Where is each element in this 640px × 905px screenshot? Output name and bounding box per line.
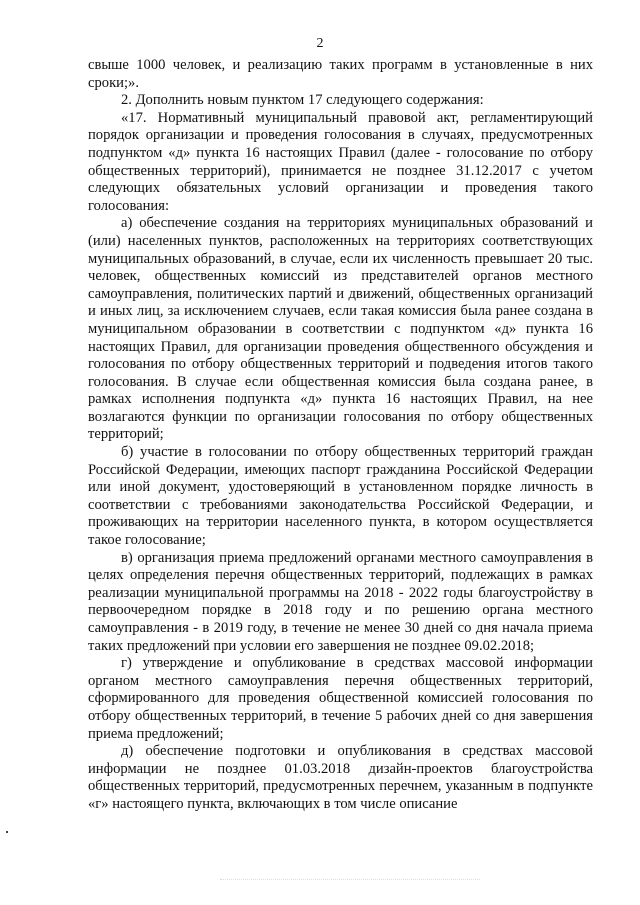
paragraph-subpoint-b: б) участие в голосовании по отбору общественных территорий граждан Российской Федерации, имеющих паспорт гражданина Российской Федерации или иной документ, удостоверяющий в установленном порядке личность в соответствии с требованиями законодательства Российской Федерации, и проживающих на территории населенного пункта, в котором осуществляется такое голосование; — [88, 444, 593, 549]
paragraph-subpoint-a: а) обеспечение создания на территориях муниципальных образований и (или) населенных пунктов, расположенных на территориях соответствующих муниципальных образований, в случае, если их численность превышает 20 тыс. человек, общественных комиссий из представителей органов местного самоуправления, политических партий и движений, общественных организаций и иных лиц, за исключением случаев, если такая комиссия была ранее создана в муниципальном образовании в соответствии с подпунктом «д» пункта 16 настоящих Правил, для организации проведения общественного обсуждения и голосования по отбору общественных территорий и подведения итогов такого голосования. В случае если общественная комиссия была создана ранее, в рамках исполнения подпункта «д» пункта 16 настоящих Правил, на нее возлагаются функции по организации голосования по отбору общественных территорий; — [88, 215, 593, 443]
paragraph-point-17: «17. Нормативный муниципальный правовой акт, регламентирующий порядок организации и проведения голосования в случаях, предусмотренных подпунктом «д» пункта 16 настоящих Правил (далее - голосование по отбору общественных территорий), принимается не позднее 31.12.2017 с учетом следующих обязательных условий организации и проведения такого голосования: — [88, 109, 593, 214]
paragraph-subpoint-g: г) утверждение и опубликование в средствах массовой информации органом местного самоуправления перечня общественных территорий, сформированного для проведения общественной комиссией голосования по отбору общественных территорий, в течение 5 рабочих дней со дня завершения приема предложений; — [88, 655, 593, 742]
scan-artifact-dots — [220, 879, 480, 883]
paragraph-item-2: 2. Дополнить новым пунктом 17 следующего содержания: — [121, 92, 484, 109]
scan-edge-mark — [6, 831, 8, 833]
paragraph-subpoint-v: в) организация приема предложений органами местного самоуправления в целях определения перечня общественных территорий, подлежащих в рамках реализации муниципальной программы на 2018 - 2022 годы благоустройству в первоочередном порядке в 2018 году и по решению органа местного самоуправления - в 2019 году, в течение не менее 30 дней со дня начала приема таких предложений при условии его завершения не позднее 09.02.2018; — [88, 549, 593, 654]
page-number: 2 — [316, 36, 324, 51]
document-body — [88, 57, 593, 814]
paragraph-subpoint-d: д) обеспечение подготовки и опубликования в средствах массовой информации не позднее 01.03.2018 дизайн-проектов благоустройства общественных территорий, предусмотренных перечнем, указанным в подпункте «г» настоящего пункта, включающих в том числе описание — [88, 743, 593, 812]
paragraph-continuation: свыше 1000 человек, и реализацию таких программ в установленные в них сроки;». — [88, 57, 593, 91]
